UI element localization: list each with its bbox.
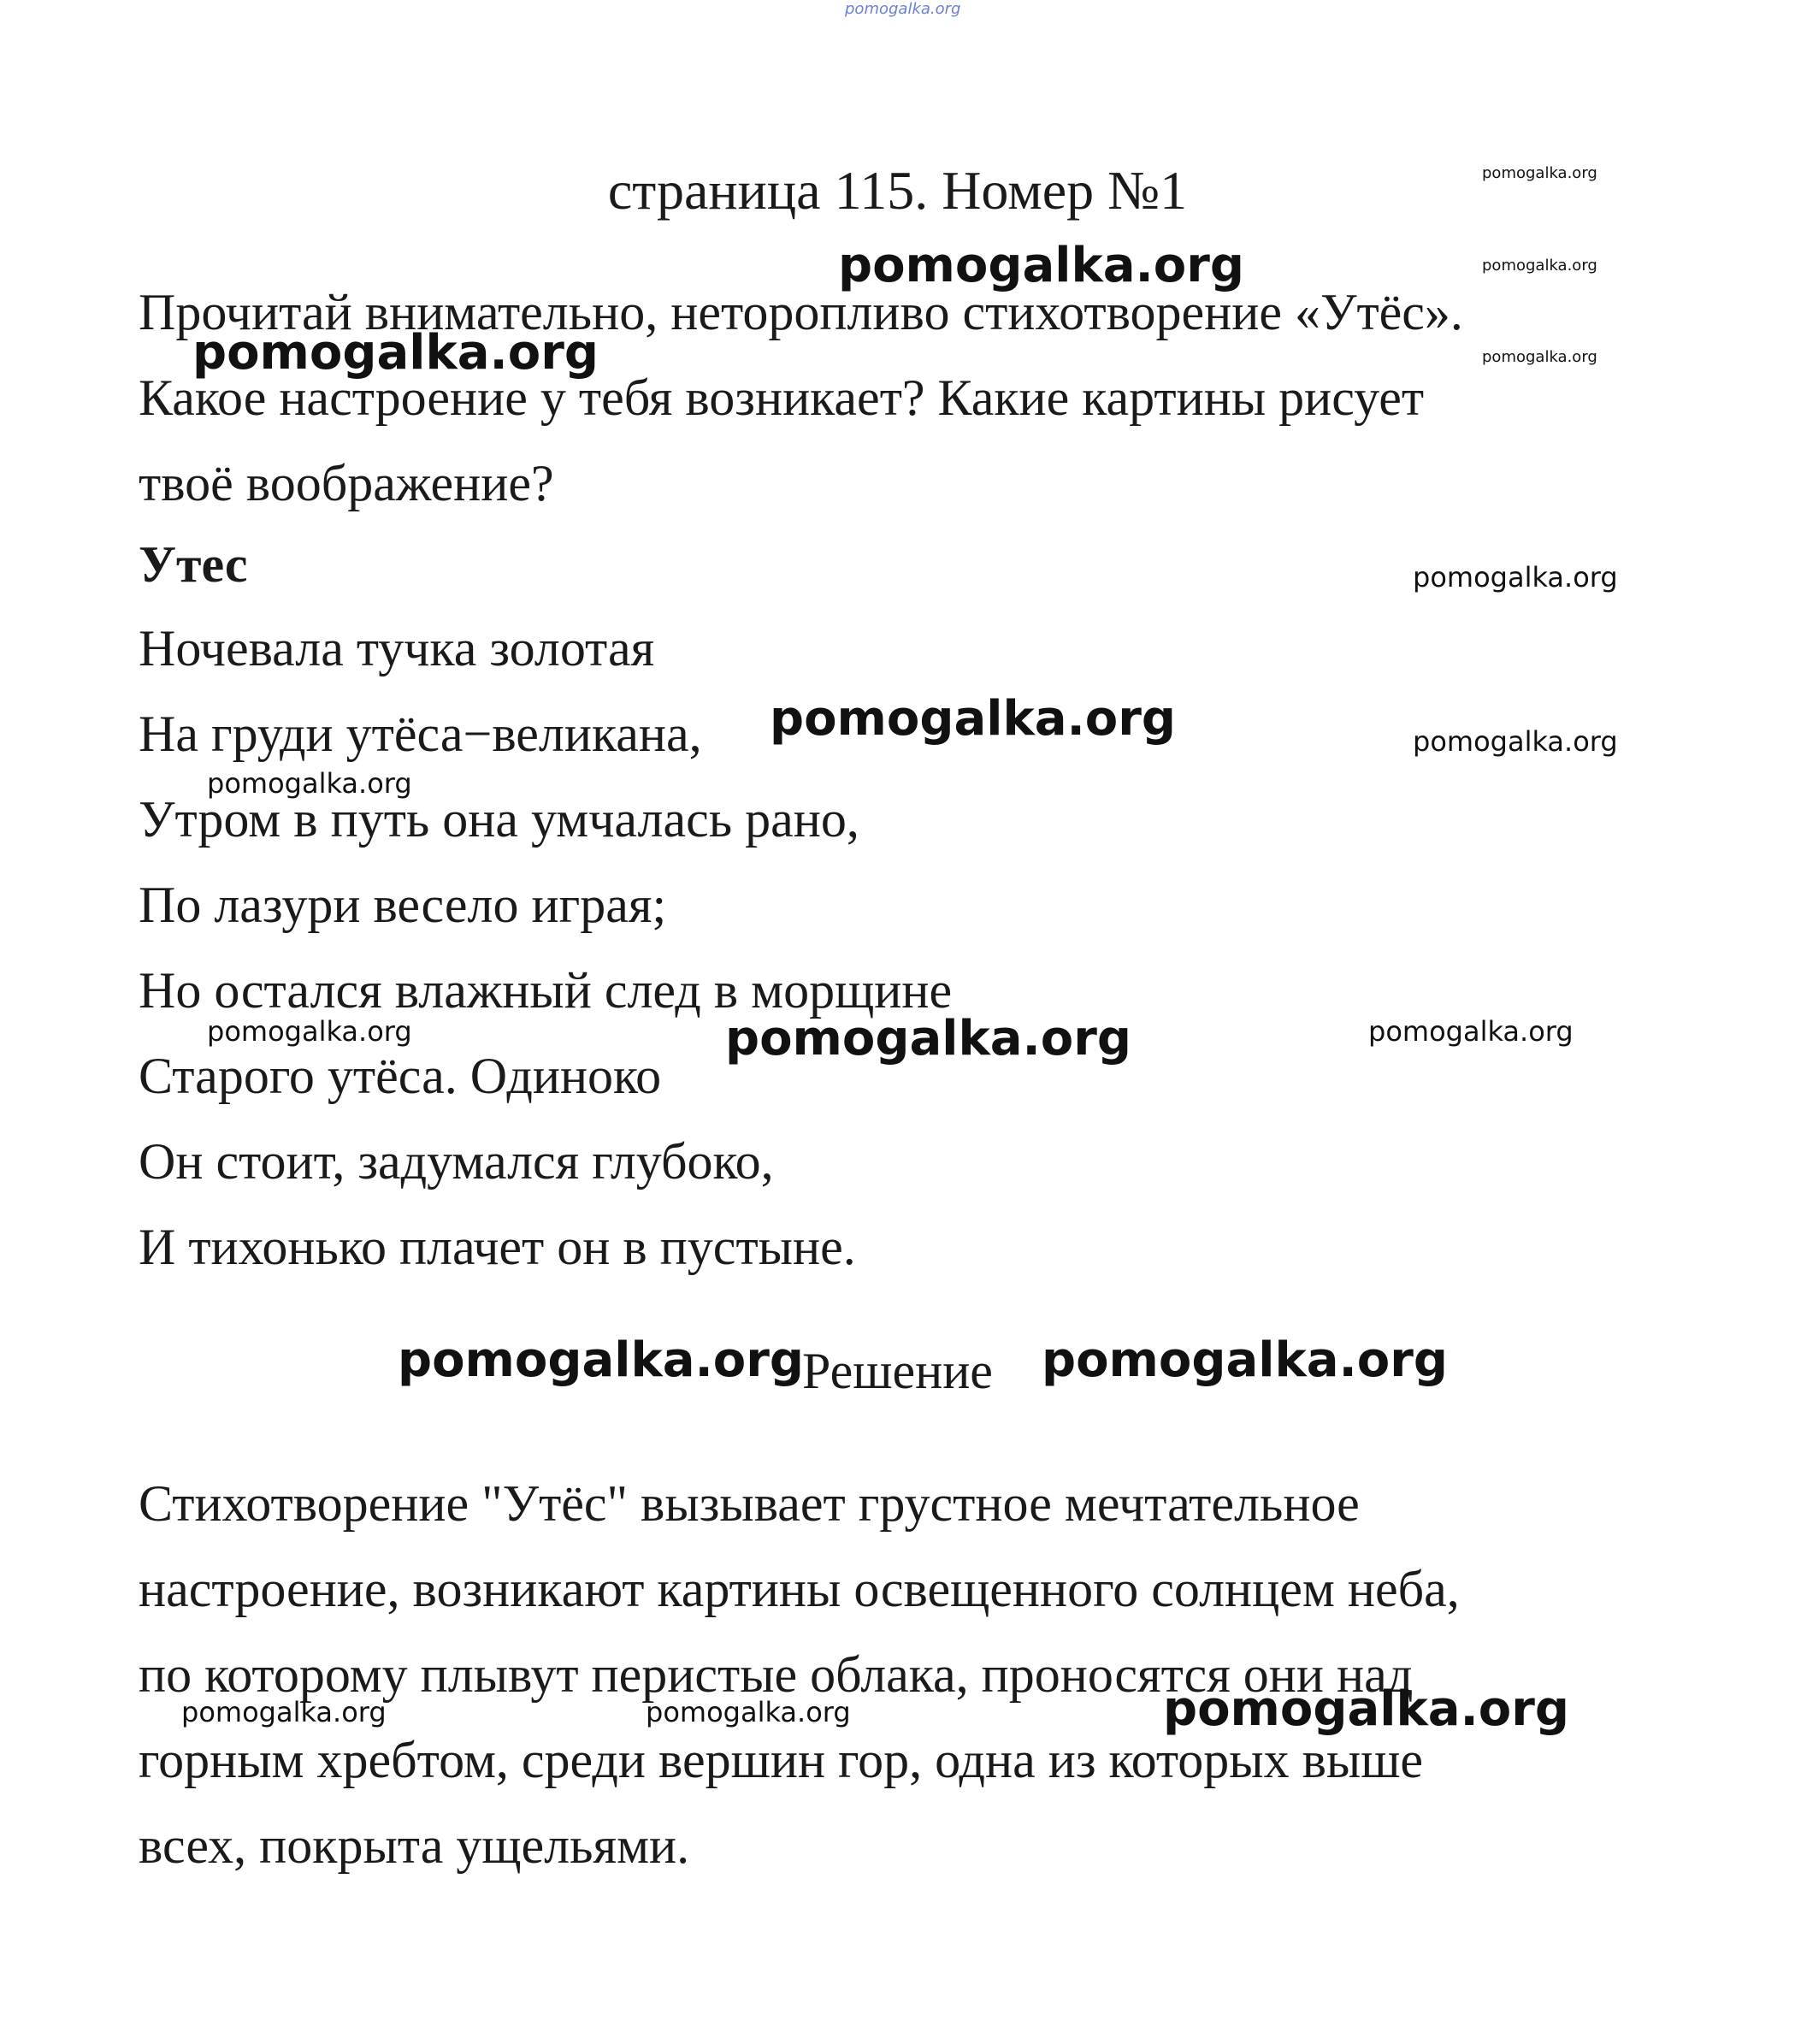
poem-line-7: Он стоит, задумался глубоко, — [139, 1133, 774, 1190]
watermark: pomogalka.org — [770, 691, 1176, 747]
watermark: pomogalka.org — [725, 1011, 1131, 1066]
watermark: pomogalka.org — [1482, 164, 1597, 182]
poem-line-5: Но остался влажный след в морщине — [139, 962, 953, 1019]
poem-line-4: По лазури весело играя; — [139, 877, 667, 933]
watermark: pomogalka.org — [1413, 725, 1618, 758]
poem-title: Утес — [139, 536, 248, 593]
watermark: pomogalka.org — [1482, 348, 1597, 366]
watermark: pomogalka.org — [181, 1696, 387, 1728]
watermark-top: pomogalka.org — [845, 0, 961, 18]
poem-line-3: Утром в путь она умчалась рано, — [139, 791, 859, 848]
watermark: pomogalka.org — [1042, 1332, 1448, 1388]
task-line-2: Какое настроение у тебя возникает? Какие картины рисует — [139, 369, 1425, 426]
solution-line-3: по которому плывут перистые облака, проносятся они над — [139, 1646, 1414, 1703]
poem-line-8: И тихонько плачет он в пустыне. — [139, 1219, 856, 1275]
poem-line-6: Старого утёса. Одиноко — [139, 1048, 662, 1104]
poem-line-2: На груди утёса−великана, — [139, 706, 702, 762]
watermark: pomogalka.org — [1163, 1681, 1569, 1737]
solution-line-2: настроение, возникают картины освещенного солнцем неба, — [139, 1561, 1460, 1617]
page-title: страница 115. Номер №1 — [607, 160, 1188, 221]
solution-line-1: Стихотворение "Утёс" вызывает грустное мечтательное — [139, 1475, 1360, 1532]
watermark: pomogalka.org — [838, 238, 1244, 293]
watermark: pomogalka.org — [398, 1332, 804, 1388]
watermark: pomogalka.org — [1482, 257, 1597, 275]
watermark: pomogalka.org — [207, 767, 412, 800]
poem-line-1: Ночевала тучка золотая — [139, 620, 655, 676]
watermark: pomogalka.org — [646, 1696, 851, 1728]
watermark: pomogalka.org — [207, 1015, 412, 1048]
task-line-1: Прочитай внимательно, неторопливо стихотворение «Утёс». — [139, 284, 1463, 340]
solution-line-4: горным хребтом, среди вершин гор, одна из которых выше — [139, 1732, 1424, 1788]
watermark: pomogalka.org — [1413, 561, 1618, 594]
watermark: pomogalka.org — [192, 325, 599, 381]
solution-title: Решение — [802, 1343, 993, 1399]
watermark: pomogalka.org — [1368, 1015, 1574, 1048]
task-line-3: твоё воображение? — [139, 455, 554, 511]
solution-line-5: всех, покрыта ущельями. — [139, 1817, 690, 1874]
